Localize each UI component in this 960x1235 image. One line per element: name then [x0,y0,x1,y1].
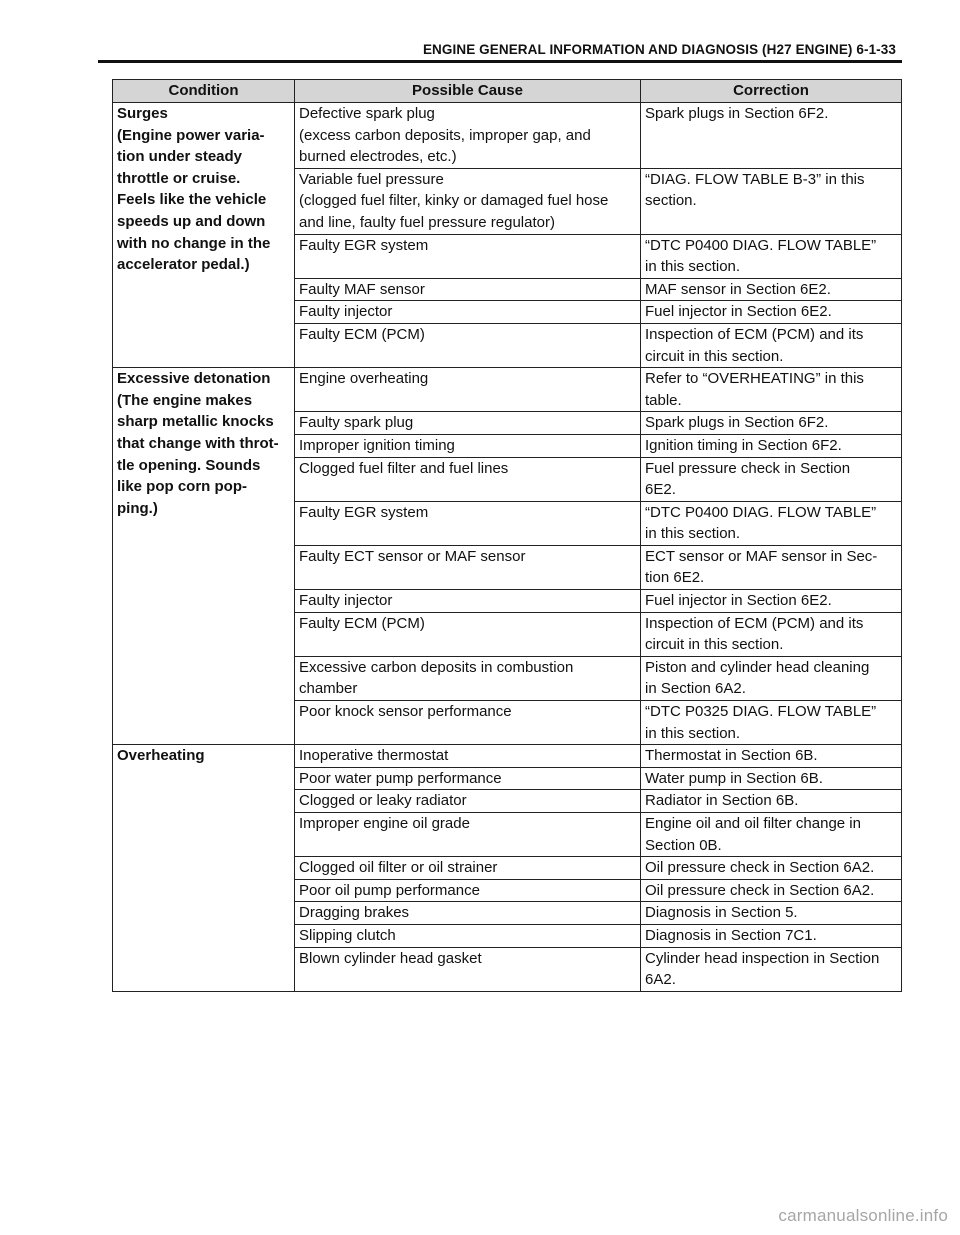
correction-line: “DTC P0325 DIAG. FLOW TABLE” [645,703,877,721]
condition-line: (Engine power varia- [117,126,265,144]
correction-cell [641,947,902,991]
correction-cell [641,168,902,234]
correction-line: Refer to “OVERHEATING” in this [645,370,864,388]
possible-cause-line: Faulty EGR system [299,236,429,254]
correction-line: Inspection of ECM (PCM) and its [645,614,864,632]
column-header-condition: Condition [113,80,295,103]
possible-cause-line: Faulty ECM (PCM) [299,325,425,343]
correction-line: “DTC P0400 DIAG. FLOW TABLE” [645,236,877,254]
possible-cause-line: Slipping clutch [299,926,396,944]
possible-cause-line: Defective spark plug [299,105,435,122]
table-row [113,103,902,169]
correction-line: in this section. [645,724,741,742]
condition-line: tle opening. Sounds [117,456,261,474]
correction-cell [641,924,902,947]
possible-cause-line: Faulty injector [299,592,393,610]
table-body [113,103,902,992]
correction-cell [641,278,902,301]
condition-line: Surges [117,105,168,122]
condition-line: throttle or cruise. [117,169,241,187]
condition-line: Feels like the vehicle [117,191,267,209]
possible-cause-cell [295,656,641,700]
possible-cause-cell [295,612,641,656]
watermark: carmanualsonline.info [778,1206,948,1225]
condition-line: ping.) [117,499,158,517]
possible-cause-cell [295,501,641,545]
possible-cause-line: Faulty injector [299,303,393,321]
possible-cause-cell [295,545,641,589]
possible-cause-cell [295,457,641,501]
correction-line: section. [645,192,697,210]
possible-cause-cell [295,902,641,925]
possible-cause-line: Variable fuel pressure [299,170,444,188]
condition-line: like pop corn pop- [117,478,247,496]
correction-cell [641,790,902,813]
correction-line: ECT sensor or MAF sensor in Sec- [645,547,878,565]
correction-line: in Section 6A2. [645,680,746,698]
correction-line: Engine oil and oil filter change in [645,815,861,832]
correction-line: Radiator in Section 6B. [645,792,799,810]
condition-cell [113,103,295,368]
diagnosis-table [112,79,902,992]
possible-cause-cell [295,323,641,367]
correction-cell [641,501,902,545]
possible-cause-cell [295,924,641,947]
possible-cause-line: Improper engine oil grade [299,815,470,832]
possible-cause-line: (excess carbon deposits, improper gap, and [299,126,591,144]
possible-cause-cell [295,813,641,857]
condition-cell [113,368,295,745]
condition-line: sharp metallic knocks [117,413,274,431]
correction-cell [641,368,902,412]
possible-cause-cell [295,103,641,169]
possible-cause-line: Clogged fuel filter and fuel lines [299,459,509,477]
possible-cause-line: Faulty spark plug [299,414,414,432]
correction-cell [641,745,902,768]
correction-cell [641,813,902,857]
correction-cell [641,767,902,790]
correction-line: Thermostat in Section 6B. [645,747,818,765]
correction-line: Piston and cylinder head cleaning [645,658,870,676]
header-rule [98,60,902,63]
correction-line: Cylinder head inspection in Section [645,949,880,967]
possible-cause-line: burned electrodes, etc.) [299,148,457,166]
correction-line: Spark plugs in Section 6F2. [645,105,829,122]
correction-cell [641,612,902,656]
correction-cell [641,656,902,700]
page-header: ENGINE GENERAL INFORMATION AND DIAGNOSIS (H27 ENGINE) 6-1-33 [422,42,896,57]
correction-line: Inspection of ECM (PCM) and its [645,325,864,343]
correction-cell [641,857,902,880]
possible-cause-line: Excessive carbon deposits in combustion [299,658,574,676]
possible-cause-line: Improper ignition timing [299,436,455,454]
condition-line: with no change in the [117,234,271,252]
correction-line: Fuel injector in Section 6E2. [645,303,832,321]
correction-line: 6A2. [645,971,676,989]
correction-line: circuit in this section. [645,347,784,365]
correction-cell [641,301,902,324]
column-header-possible-cause: Possible Cause [295,80,641,103]
correction-cell [641,545,902,589]
possible-cause-line: (clogged fuel filter, kinky or damaged fuel hose [299,192,609,210]
correction-line: 6E2. [645,481,676,499]
correction-cell [641,323,902,367]
correction-line: Diagnosis in Section 5. [645,904,798,922]
possible-cause-cell [295,412,641,435]
possible-cause-line: Clogged or leaky radiator [299,792,467,810]
possible-cause-cell [295,879,641,902]
correction-cell [641,234,902,278]
possible-cause-cell [295,767,641,790]
correction-line: circuit in this section. [645,636,784,654]
correction-cell [641,902,902,925]
correction-line: Diagnosis in Section 7C1. [645,926,817,944]
correction-cell [641,457,902,501]
correction-line: Ignition timing in Section 6F2. [645,436,842,454]
possible-cause-cell [295,234,641,278]
possible-cause-cell [295,368,641,412]
correction-line: Oil pressure check in Section 6A2. [645,859,875,877]
correction-line: “DIAG. FLOW TABLE B-3” in this [645,170,865,188]
correction-line: tion 6E2. [645,569,705,587]
correction-line: “DTC P0400 DIAG. FLOW TABLE” [645,503,877,521]
condition-line: tion under steady [117,148,243,166]
possible-cause-line: Faulty EGR system [299,503,429,521]
table-row [113,368,902,412]
possible-cause-cell [295,745,641,768]
possible-cause-cell [295,278,641,301]
possible-cause-cell [295,434,641,457]
correction-line: MAF sensor in Section 6E2. [645,280,831,298]
possible-cause-line: and line, faulty fuel pressure regulator) [299,213,555,231]
possible-cause-cell [295,947,641,991]
correction-line: Section 0B. [645,836,722,854]
possible-cause-line: Faulty ECM (PCM) [299,614,425,632]
possible-cause-line: chamber [299,680,358,698]
possible-cause-line: Clogged oil filter or oil strainer [299,859,498,877]
correction-cell [641,412,902,435]
table-row [113,745,902,768]
table-header-row [113,80,902,103]
possible-cause-cell [295,301,641,324]
correction-line: Water pump in Section 6B. [645,769,823,787]
condition-line: Overheating [117,747,205,765]
possible-cause-line: Blown cylinder head gasket [299,949,482,967]
possible-cause-cell [295,701,641,745]
possible-cause-cell [295,168,641,234]
correction-line: Oil pressure check in Section 6A2. [645,881,875,899]
possible-cause-line: Faulty ECT sensor or MAF sensor [299,547,526,565]
condition-line: Excessive detonation [117,370,271,388]
correction-line: Spark plugs in Section 6F2. [645,414,829,432]
correction-cell [641,701,902,745]
correction-line: in this section. [645,525,741,543]
possible-cause-cell [295,590,641,613]
correction-line: Fuel injector in Section 6E2. [645,592,832,610]
condition-cell [113,745,295,992]
correction-line: in this section. [645,258,741,276]
possible-cause-line: Poor oil pump performance [299,881,480,899]
condition-line: speeds up and down [117,212,266,230]
correction-line: Fuel pressure check in Section [645,459,851,477]
correction-cell [641,590,902,613]
possible-cause-line: Faulty MAF sensor [299,280,425,298]
correction-cell [641,103,902,169]
possible-cause-cell [295,790,641,813]
correction-cell [641,434,902,457]
condition-line: (The engine makes [117,391,253,409]
possible-cause-line: Engine overheating [299,370,429,388]
possible-cause-line: Inoperative thermostat [299,747,449,765]
possible-cause-cell [295,857,641,880]
possible-cause-line: Poor knock sensor performance [299,703,512,721]
correction-cell [641,879,902,902]
condition-line: that change with throt- [117,434,279,452]
possible-cause-line: Poor water pump performance [299,769,502,787]
condition-line: accelerator pedal.) [117,256,250,274]
possible-cause-line: Dragging brakes [299,904,410,922]
correction-line: table. [645,391,682,409]
column-header-correction: Correction [641,80,902,103]
